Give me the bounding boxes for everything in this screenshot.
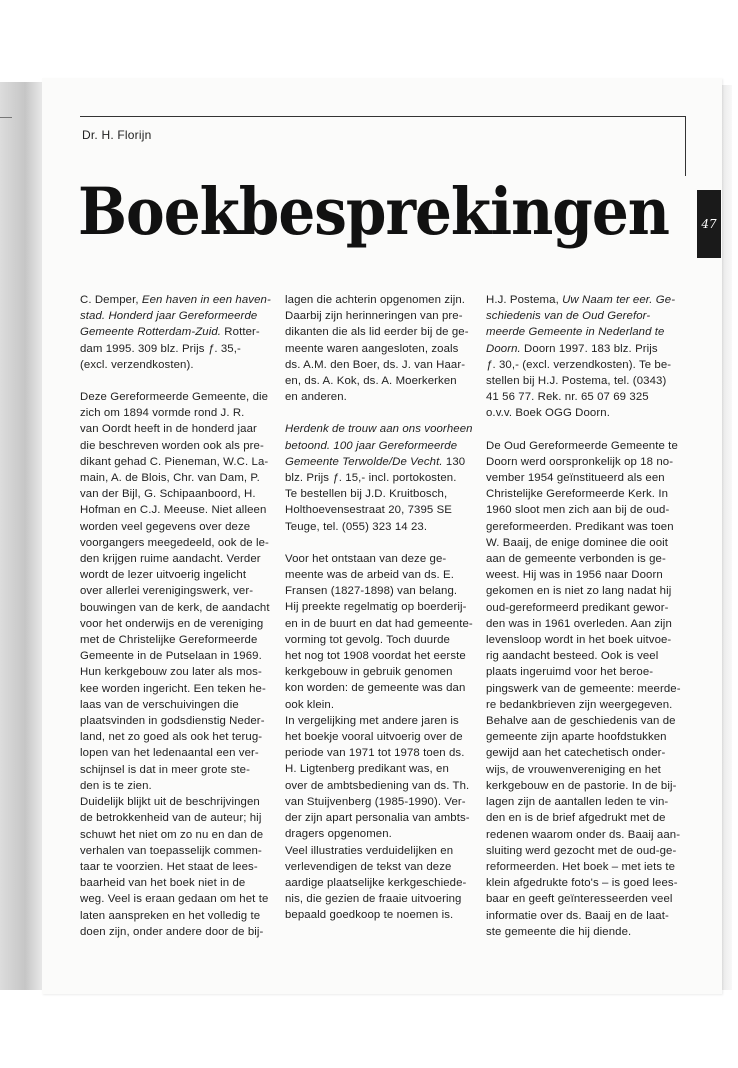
italic-text: ƒ [207, 342, 215, 355]
text-segment: verlevendigen de tekst van deze [285, 860, 452, 873]
text-segment: Te bestellen bij J.D. Kruitbosch, [285, 488, 448, 501]
text-line [285, 357, 471, 373]
text-segment: informatie over ds. Baaij en de laat- [486, 909, 669, 922]
text-line [486, 908, 672, 924]
text-line [486, 924, 672, 940]
text-line [80, 891, 269, 907]
text-segment: over allerlei verenigingswerk, ver- [80, 585, 254, 598]
text-segment: Behalve aan de geschiedenis van de [486, 715, 676, 728]
text-line [486, 664, 672, 680]
text-segment: en, ds. A. Kok, ds. A. Moerkerken [285, 375, 457, 388]
text-line [285, 859, 471, 875]
text-line [80, 600, 270, 616]
text-segment: meente waren aangesloten, zoals [285, 342, 459, 355]
text-segment: schuwt het niet om zo nu en dan de [80, 828, 264, 841]
text-segment: en in de buurt en dat had gemeente- [285, 617, 473, 630]
text-segment: C. Demper, [80, 294, 142, 306]
text-line [80, 486, 266, 502]
text-segment: van Stuijvenberg (1985-1990). Ver- [285, 795, 466, 808]
text-line [486, 745, 672, 761]
text-line [486, 648, 672, 664]
text-line [80, 535, 269, 551]
text-segment: plaats ingeruimd voor het beroe- [486, 666, 654, 679]
text-segment: gemeente zijn aparte hoofdstukken [486, 731, 667, 744]
text-line [486, 470, 672, 486]
text-segment: worden veel gegevens over deze [80, 520, 251, 533]
text-line [80, 794, 266, 810]
text-line [80, 519, 266, 535]
scan-border-left [0, 82, 42, 990]
text-line [285, 583, 471, 599]
page-number: 47 [701, 217, 717, 231]
italic-text: ƒ [486, 358, 493, 371]
text-segment: Hofman en C.J. Meeuse. Niet alleen [80, 504, 267, 517]
text-line [80, 616, 266, 632]
text-segment: voor het onderwijs en de vereniging [80, 617, 264, 630]
text-segment: ook klein. [285, 698, 335, 711]
text-segment: reformeerden. Het boek – met iets te [486, 860, 676, 873]
italic-text: Herdenk de trouw aan ons voorheen [285, 423, 473, 436]
text-segment: Daarbij zijn herinneringen van pre- [285, 310, 463, 323]
text-line [285, 292, 471, 308]
text-line [285, 810, 471, 826]
text-segment: lagen zijn de aantallen leden te vin- [486, 796, 669, 809]
text-line [80, 551, 266, 567]
text-segment: Duidelijk blijkt uit de beschrijvingen [80, 796, 260, 809]
italic-text: meerde Gemeente in Nederland te [486, 326, 665, 339]
text-line [80, 762, 266, 778]
text-segment: dikanten die als lid eerder bij de ge- [285, 326, 469, 339]
text-line [486, 616, 672, 632]
text-segment: sluiting werd gezocht met de oud-ge- [486, 844, 677, 857]
text-segment: gekomen en is niet zo lang nadat hij [486, 585, 672, 598]
italic-text: Uw Naam ter eer. Ge- [562, 294, 676, 306]
text-segment: verhalen van toepasselijk commen- [80, 844, 262, 857]
text-line [285, 502, 471, 518]
italic-text: stad. Honderd jaar Gereformeerde [80, 310, 258, 323]
text-segment: zich om 1894 vormde rond J. R. [80, 407, 245, 420]
text-segment: stellen bij H.J. Postema, tel. (0343) [486, 375, 667, 388]
text-line [285, 551, 471, 567]
text-line [285, 632, 471, 648]
text-segment: . 15,- incl. portokosten. [338, 472, 457, 485]
text-segment: . 30,- (excl. verzendkosten). Te be- [492, 358, 672, 371]
text-line [80, 778, 266, 794]
text-line [486, 486, 672, 502]
text-segment: . 35,- [214, 342, 241, 355]
text-segment: oud-gereformeerd predikant gewor- [486, 601, 669, 614]
text-segment: blz. Prijs [285, 472, 333, 485]
text-line [285, 761, 471, 777]
text-segment: over de ambtsbediening van ds. Th. [285, 779, 470, 792]
text-line [486, 292, 676, 308]
text-line [285, 664, 471, 680]
text-line [285, 729, 471, 745]
text-line [285, 567, 471, 583]
paragraph [80, 389, 270, 794]
text-segment: laas van de verschuivingen die [80, 698, 239, 711]
text-line [80, 324, 266, 340]
text-segment: gewijd aan het catechetisch onder- [486, 747, 666, 760]
author-name: Dr. H. Florijn [82, 128, 152, 142]
text-segment: Rotter- [221, 326, 260, 339]
text-line [486, 324, 672, 340]
text-segment: den krijgen ruime aandacht. Verder [80, 553, 261, 566]
text-segment: 1960 sloot men zich aan bij de oud- [486, 504, 670, 517]
text-line [285, 697, 471, 713]
text-line [486, 713, 676, 729]
text-line [486, 567, 672, 583]
text-segment: laten aanspreken en het volledig te [80, 909, 261, 922]
text-segment: re bedankbrieven zijn weergegeven. [486, 698, 673, 711]
text-line [80, 341, 266, 357]
text-line [486, 681, 681, 697]
text-line [80, 405, 266, 421]
text-segment: Deze Gereformeerde Gemeente, die [80, 391, 269, 404]
italic-text: schiedenis van de Oud Gerefor- [486, 310, 651, 323]
header-rule [80, 116, 685, 117]
paragraph [486, 438, 681, 940]
text-line [486, 827, 681, 843]
italic-text: Gemeente Terwolde/De Vecht. [285, 455, 443, 468]
text-line [486, 502, 672, 518]
text-segment: klein afgedrukte foto's – is goed lees- [486, 877, 678, 890]
text-segment: kerkgebouw in gebruik genomen [285, 666, 453, 679]
text-line [80, 308, 266, 324]
text-segment: de betrokkenheid van de auteur; hij [80, 812, 262, 825]
paragraph [285, 421, 471, 534]
text-line [80, 924, 266, 940]
text-segment: schijnsel is dat in meer grote ste- [80, 763, 250, 776]
text-segment: die beschreven worden ook als pre- [80, 439, 264, 452]
text-segment: main, A. de Blois, Chr. van Dam, P. [80, 472, 260, 485]
text-segment: bepaald goedkoop te noemen is. [285, 909, 454, 922]
text-line [80, 357, 266, 373]
text-segment: baar en geeft geïnteresseerden veel [486, 893, 673, 906]
text-line [285, 826, 471, 842]
text-line [80, 292, 271, 308]
text-line [486, 843, 677, 859]
text-line [285, 486, 471, 502]
text-line [80, 843, 266, 859]
text-line [285, 778, 471, 794]
text-segment: bouwingen van de kerk, de aandacht [80, 601, 270, 614]
text-segment: pingswerk van de gemeente: meerde- [486, 682, 681, 695]
text-line [486, 535, 672, 551]
text-segment: Teuge, tel. (055) 323 14 23. [285, 520, 428, 533]
text-line [285, 794, 471, 810]
text-line [285, 891, 471, 907]
text-segment: Veel illustraties verduidelijken en [285, 844, 454, 857]
text-column-2 [285, 292, 471, 924]
text-segment: voorgangers meegedeeld, ook de le- [80, 536, 269, 549]
text-line [486, 389, 672, 405]
text-segment: doen zijn, onder andere door de bij- [80, 925, 264, 938]
text-segment: den is te zien. [80, 779, 152, 792]
paragraph [285, 292, 471, 405]
text-line [486, 519, 672, 535]
text-segment: van Oordt heeft in de honderd jaar [80, 423, 257, 436]
text-segment: plaatsvinden in godsdienstig Neder- [80, 715, 265, 728]
paragraph [80, 794, 269, 940]
italic-text: Gemeente Rotterdam-Zuid. [80, 326, 222, 339]
text-line [285, 907, 471, 923]
text-line [80, 454, 269, 470]
text-line [285, 843, 471, 859]
text-segment: Doorn 1997. 183 blz. Prijs [520, 342, 658, 355]
paragraph [285, 713, 471, 843]
italic-text: Doorn. [486, 342, 521, 355]
text-line [80, 389, 269, 405]
text-segment: taar te voorzien. Het staat de lees- [80, 860, 258, 873]
text-segment: Doorn werd oorspronkelijk op 18 no- [486, 455, 674, 468]
text-segment: dam 1995. 309 blz. Prijs [80, 342, 208, 355]
text-column-3 [486, 292, 681, 940]
text-line [80, 648, 266, 664]
text-line [285, 875, 471, 891]
text-line [486, 729, 672, 745]
text-line [285, 438, 471, 454]
text-segment: nis, die gezien de fraaie uitvoering [285, 893, 462, 906]
text-segment: 130 [442, 455, 466, 468]
text-segment: kerkgebouw en de pastorie. In de bij- [486, 779, 677, 792]
text-line [486, 697, 672, 713]
text-segment: het boekje vooral uitvoerig over de [285, 731, 463, 744]
text-line [285, 616, 471, 632]
text-line [285, 308, 471, 324]
text-segment: kee worden ingericht. Een teken he- [80, 682, 266, 695]
text-segment: weg. Veel is eraan gedaan om het te [80, 893, 269, 906]
text-segment: aan de gemeente verbonden is ge- [486, 553, 666, 566]
text-line [486, 357, 672, 373]
text-line [80, 729, 266, 745]
text-segment: den was in 1961 overleden. Aan zijn [486, 617, 672, 630]
text-segment: der zijn apart personalia van ambts- [285, 812, 470, 825]
text-segment: weest. Hij was in 1956 naar Doorn [486, 569, 663, 582]
text-segment: Holthoevensestraat 20, 7395 SE [285, 504, 453, 517]
text-line [285, 454, 471, 470]
text-segment: Gemeente in de Putselaan in 1969. [80, 650, 262, 663]
text-line [486, 891, 672, 907]
text-segment: met de Christelijke Gereformeerde [80, 634, 258, 647]
text-line [285, 421, 471, 437]
text-segment: ste gemeente die hij diende. [486, 925, 632, 938]
text-line [486, 405, 672, 421]
text-line [486, 438, 678, 454]
paragraph [80, 292, 271, 373]
text-segment: lopen van het ledenaantal een ver- [80, 747, 259, 760]
text-line [285, 470, 471, 486]
text-line [285, 599, 471, 615]
text-line [80, 859, 266, 875]
text-segment: dragers opgenomen. [285, 828, 392, 841]
text-segment: H. Ligtenberg predikant was, en [285, 763, 449, 776]
page-edge-right [722, 85, 732, 990]
text-line [80, 875, 266, 891]
page-number-tab [697, 190, 721, 258]
text-line [80, 470, 266, 486]
text-segment: levensloop wordt in het boek uitvoe- [486, 634, 672, 647]
text-line [285, 389, 471, 405]
text-segment: van der Bijl, G. Schipaanboord, H. [80, 488, 256, 501]
text-line [80, 583, 266, 599]
text-segment: ds. A.M. den Boer, ds. J. van Haar- [285, 358, 466, 371]
text-segment: rig aandacht besteed. Ook is veel [486, 650, 659, 663]
paragraph [285, 843, 471, 924]
text-line [80, 713, 266, 729]
text-line [80, 664, 266, 680]
text-segment: land, net zo goed als ook het terug- [80, 731, 263, 744]
text-line [80, 502, 266, 518]
text-line [285, 745, 471, 761]
text-line [285, 373, 471, 389]
text-segment: vorming tot gevolg. Toch duurde [285, 633, 450, 646]
italic-text: Een haven in een haven- [141, 294, 271, 306]
text-line [80, 421, 266, 437]
text-line [486, 600, 672, 616]
text-line [80, 745, 266, 761]
italic-text: ƒ [332, 472, 339, 485]
text-segment: (excl. verzendkosten). [80, 358, 194, 371]
italic-text: betoond. 100 jaar Gereformeerde [285, 439, 458, 452]
text-line [285, 519, 471, 535]
text-segment: In vergelijking met andere jaren is [285, 714, 459, 727]
text-line [486, 632, 672, 648]
text-segment: aardige plaatselijke kerkgeschiede- [285, 876, 467, 889]
text-segment: redenen waarom onder ds. Baaij aan- [486, 828, 681, 841]
text-segment: wijs, de vrouwenvereniging en het [486, 763, 661, 776]
text-segment: W. Baaij, de enige dominee die ooit [486, 536, 669, 549]
text-segment: periode van 1971 tot 1978 toen ds. [285, 747, 465, 760]
text-line [486, 794, 672, 810]
text-line [486, 875, 678, 891]
text-segment: en anderen. [285, 391, 347, 404]
text-line [285, 713, 471, 729]
text-line [285, 341, 471, 357]
text-segment: o.v.v. Boek OGG Doorn. [486, 407, 610, 420]
text-segment: 41 56 77. Rek. nr. 65 07 69 325 [486, 391, 649, 404]
text-segment: kon worden: de gemeente was dan [285, 682, 466, 695]
text-line [486, 762, 672, 778]
text-line [285, 324, 471, 340]
text-line [80, 632, 266, 648]
text-segment: Fransen (1827-1898) van belang. [285, 585, 458, 598]
text-segment: dikant gehad C. Pieneman, W.C. La- [80, 455, 269, 468]
text-line [80, 438, 266, 454]
text-segment: baarheid van het boek niet in de [80, 877, 246, 890]
text-line [285, 648, 471, 664]
text-line [486, 778, 677, 794]
text-line [486, 373, 672, 389]
text-line [486, 341, 672, 357]
text-segment: Christelijke Gereformeerde Kerk. In [486, 488, 669, 501]
text-segment: Voor het ontstaan van deze ge- [285, 552, 447, 565]
text-line [80, 697, 266, 713]
text-segment: het nog tot 1908 voordat het eerste [285, 650, 466, 663]
text-line [80, 567, 266, 583]
text-segment: Hij preekte regelmatig op boerderij- [285, 601, 467, 614]
text-line [80, 908, 266, 924]
text-line [486, 454, 672, 470]
text-line [80, 810, 266, 826]
text-line [486, 859, 676, 875]
text-segment: vember 1954 geïnstitueerd als een [486, 472, 665, 485]
scan-edge-line [0, 117, 12, 118]
text-segment: den en is de brief afgedrukt met de [486, 812, 666, 825]
text-segment: De Oud Gereformeerde Gemeente te [486, 439, 678, 452]
text-column-1 [80, 292, 271, 940]
paragraph [285, 551, 471, 713]
text-line [486, 583, 672, 599]
text-segment: Hun kerkgebouw zou later als mos- [80, 666, 262, 679]
text-line [486, 810, 672, 826]
text-segment: gereformeerden. Predikant was toen [486, 520, 674, 533]
text-line [80, 681, 266, 697]
text-line [486, 551, 672, 567]
text-line [486, 308, 672, 324]
paragraph [486, 292, 676, 422]
text-segment: meente was de arbeid van ds. E. [285, 569, 454, 582]
text-segment: lagen die achterin opgenomen zijn. [285, 294, 466, 306]
text-segment: wordt de lezer uitvoerig ingelicht [80, 569, 247, 582]
text-segment: H.J. Postema, [486, 294, 563, 306]
text-line [80, 827, 266, 843]
page-title: Boekbesprekingen [78, 173, 669, 250]
text-line [285, 680, 471, 696]
